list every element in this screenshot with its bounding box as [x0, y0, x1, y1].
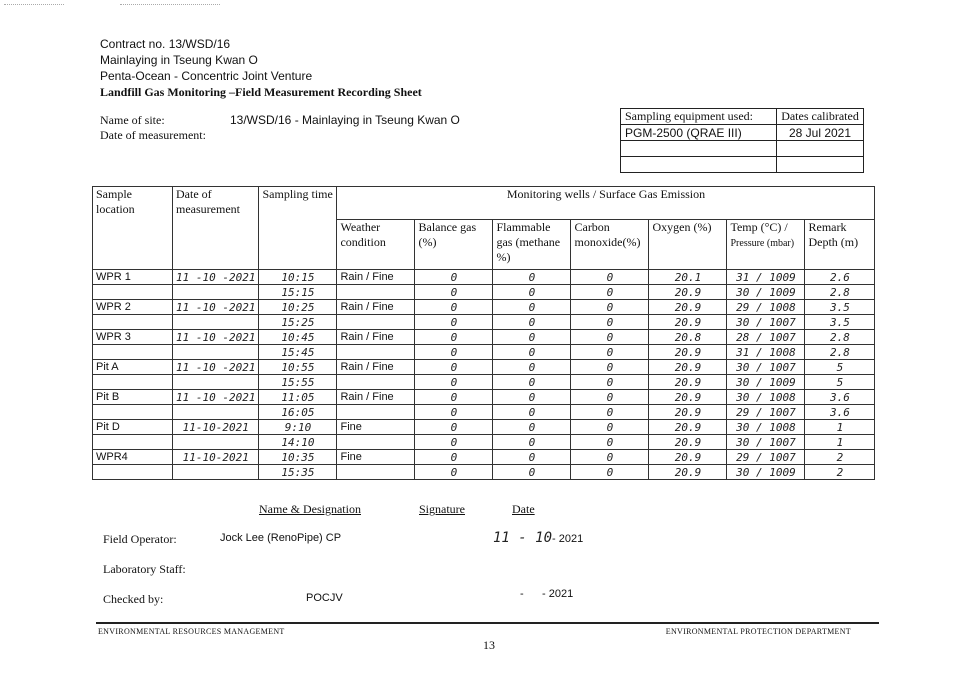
measurement-rows: [93, 270, 875, 480]
cell-weather: Rain / Fine: [337, 270, 415, 285]
cell-temp-pressure: 30 / 1007: [727, 315, 805, 330]
cell-depth: 3.6: [805, 405, 875, 420]
cell-flammable-gas: 0: [493, 390, 571, 405]
cell-oxygen: 20.9: [649, 390, 727, 405]
cell-flammable-gas: 0: [493, 315, 571, 330]
cell-temp-pressure: 30 / 1007: [727, 360, 805, 375]
cell-sample-location: WPR4: [93, 450, 173, 465]
header-oxygen: Oxygen (%): [649, 220, 727, 270]
cell-sampling-time: 15:15: [259, 285, 337, 300]
cell-measurement-date: 11 -10 -2021: [173, 270, 259, 285]
header-temp: Temp (°C) /: [730, 220, 788, 234]
cell-sampling-time: 15:45: [259, 345, 337, 360]
cell-carbon-monoxide: 0: [571, 315, 649, 330]
cell-measurement-date: 11 -10 -2021: [173, 390, 259, 405]
cell-depth: 2.8: [805, 330, 875, 345]
table-row: [93, 270, 875, 285]
cell-carbon-monoxide: 0: [571, 450, 649, 465]
table-row: [93, 465, 875, 480]
sheet-title: Landfill Gas Monitoring –Field Measurement Recording Sheet: [100, 85, 422, 99]
scan-mark: [120, 4, 220, 6]
cell-sampling-time: 15:25: [259, 315, 337, 330]
cell-sample-location: [93, 405, 173, 420]
cell-weather: [337, 375, 415, 390]
cell-sample-location: Pit B: [93, 390, 173, 405]
cell-balance-gas: 0: [415, 405, 493, 420]
cell-flammable-gas: 0: [493, 360, 571, 375]
cell-depth: 5: [805, 375, 875, 390]
cell-sample-location: WPR 3: [93, 330, 173, 345]
header-remark-depth: [805, 220, 875, 270]
cell-carbon-monoxide: 0: [571, 435, 649, 450]
contract-number: Contract no. 13/WSD/16: [100, 37, 231, 51]
laboratory-staff-label: Laboratory Staff:: [103, 562, 186, 576]
cell-measurement-date: 11-10-2021: [173, 420, 259, 435]
cell-weather: [337, 465, 415, 480]
cell-temp-pressure: 30 / 1008: [727, 420, 805, 435]
cell-flammable-gas: 0: [493, 375, 571, 390]
cell-sampling-time: 9:10: [259, 420, 337, 435]
cell-balance-gas: 0: [415, 285, 493, 300]
cell-oxygen: 20.9: [649, 345, 727, 360]
cell-carbon-monoxide: 0: [571, 390, 649, 405]
cell-weather: [337, 345, 415, 360]
table-row: [93, 375, 875, 390]
cell-temp-pressure: 30 / 1008: [727, 390, 805, 405]
cell-oxygen: 20.1: [649, 270, 727, 285]
joint-venture: Penta-Ocean - Concentric Joint Venture: [100, 69, 313, 83]
scan-mark: [4, 4, 64, 6]
cell-sampling-time: 15:35: [259, 465, 337, 480]
cell-weather: [337, 285, 415, 300]
site-name-label: Name of site:: [100, 113, 165, 127]
cell-depth: 2: [805, 450, 875, 465]
cell-weather: Rain / Fine: [337, 300, 415, 315]
cell-measurement-date: 11 -10 -2021: [173, 330, 259, 345]
cell-oxygen: 20.9: [649, 315, 727, 330]
table-row: [93, 300, 875, 315]
cell-sample-location: [93, 435, 173, 450]
cell-depth: 2.6: [805, 270, 875, 285]
cell-depth: 2.8: [805, 345, 875, 360]
cell-flammable-gas: 0: [493, 420, 571, 435]
cell-depth: 1: [805, 420, 875, 435]
cell-sampling-time: 16:05: [259, 405, 337, 420]
cell-flammable-gas: 0: [493, 270, 571, 285]
calibration-col-header: Dates calibrated: [777, 109, 864, 125]
cell-flammable-gas: 0: [493, 450, 571, 465]
cell-measurement-date: [173, 285, 259, 300]
cell-carbon-monoxide: 0: [571, 420, 649, 435]
field-operator-date-year: - 2021: [552, 533, 584, 545]
cell-sampling-time: 10:45: [259, 330, 337, 345]
cell-sampling-time: 15:55: [259, 375, 337, 390]
field-operator-label: Field Operator:: [103, 532, 177, 546]
cell-carbon-monoxide: 0: [571, 360, 649, 375]
cell-sampling-time: 10:25: [259, 300, 337, 315]
cell-temp-pressure: 31 / 1009: [727, 270, 805, 285]
cell-oxygen: 20.9: [649, 405, 727, 420]
cell-temp-pressure: 30 / 1007: [727, 435, 805, 450]
cell-sampling-time: 14:10: [259, 435, 337, 450]
cell-carbon-monoxide: 0: [571, 375, 649, 390]
cell-carbon-monoxide: 0: [571, 300, 649, 315]
cell-carbon-monoxide: 0: [571, 285, 649, 300]
table-row: [93, 405, 875, 420]
cell-measurement-date: [173, 315, 259, 330]
equipment-value: PGM-2500 (QRAE III): [621, 125, 777, 141]
cell-sampling-time: 10:55: [259, 360, 337, 375]
cell-oxygen: 20.9: [649, 360, 727, 375]
cell-temp-pressure: 29 / 1007: [727, 450, 805, 465]
cell-measurement-date: [173, 345, 259, 360]
cell-oxygen: 20.9: [649, 465, 727, 480]
cell-sampling-time: 10:35: [259, 450, 337, 465]
header-pressure: Pressure (mbar): [730, 238, 795, 249]
cell-sample-location: [93, 465, 173, 480]
cell-weather: Fine: [337, 420, 415, 435]
cell-weather: Rain / Fine: [337, 390, 415, 405]
cell-temp-pressure: 30 / 1009: [727, 375, 805, 390]
table-row: [93, 315, 875, 330]
cell-flammable-gas: 0: [493, 285, 571, 300]
cell-flammable-gas: 0: [493, 405, 571, 420]
footer-right: ENVIRONMENTAL PROTECTION DEPARTMENT: [665, 627, 851, 636]
project-name: Mainlaying in Tseung Kwan O: [100, 53, 258, 67]
cell-sample-location: Pit D: [93, 420, 173, 435]
checked-by-label: Checked by:: [103, 592, 164, 606]
cell-temp-pressure: 28 / 1007: [727, 330, 805, 345]
header-flammable-gas: Flammable gas (methane %): [493, 220, 571, 270]
cell-balance-gas: 0: [415, 420, 493, 435]
cell-sample-location: [93, 315, 173, 330]
header-carbon-monoxide: Carbon monoxide(%): [571, 220, 649, 270]
cell-depth: 3.6: [805, 390, 875, 405]
table-row: [93, 330, 875, 345]
equipment-empty-cell: [621, 157, 777, 173]
cell-carbon-monoxide: 0: [571, 330, 649, 345]
cell-balance-gas: 0: [415, 360, 493, 375]
site-name-value: 13/WSD/16 - Mainlaying in Tseung Kwan O: [230, 113, 460, 127]
table-row: [93, 345, 875, 360]
cell-flammable-gas: 0: [493, 330, 571, 345]
table-row: [93, 450, 875, 465]
cell-oxygen: 20.9: [649, 375, 727, 390]
page-number: 13: [483, 638, 495, 652]
equipment-col-header: Sampling equipment used:: [621, 109, 777, 125]
cell-measurement-date: [173, 435, 259, 450]
name-designation-header: Name & Designation: [259, 502, 361, 516]
cell-measurement-date: 11 -10 -2021: [173, 300, 259, 315]
equipment-empty-cell: [777, 157, 864, 173]
cell-oxygen: 20.8: [649, 330, 727, 345]
cell-balance-gas: 0: [415, 450, 493, 465]
cell-sample-location: [93, 375, 173, 390]
header-temp-pressure: [727, 220, 805, 270]
equipment-empty-cell: [621, 141, 777, 157]
cell-balance-gas: 0: [415, 375, 493, 390]
signature-header: Signature: [419, 502, 465, 516]
equipment-table: [620, 108, 864, 173]
cell-carbon-monoxide: 0: [571, 405, 649, 420]
cell-carbon-monoxide: 0: [571, 270, 649, 285]
cell-balance-gas: 0: [415, 315, 493, 330]
field-operator-date-handwritten: 11 - 10: [493, 530, 553, 546]
header-monitoring-group: Monitoring wells / Surface Gas Emission: [337, 187, 875, 220]
cell-depth: 1: [805, 435, 875, 450]
cell-measurement-date: [173, 465, 259, 480]
cell-measurement-date: [173, 375, 259, 390]
cell-depth: 3.5: [805, 300, 875, 315]
field-operator-name: Jock Lee (RenoPipe) CP: [220, 532, 342, 544]
cell-depth: 2.8: [805, 285, 875, 300]
cell-flammable-gas: 0: [493, 465, 571, 480]
cell-balance-gas: 0: [415, 330, 493, 345]
cell-temp-pressure: 31 / 1008: [727, 345, 805, 360]
cell-sample-location: Pit A: [93, 360, 173, 375]
cell-flammable-gas: 0: [493, 345, 571, 360]
cell-oxygen: 20.9: [649, 285, 727, 300]
header-sampling-time: Sampling time: [259, 187, 337, 270]
header-weather: Weather condition: [337, 220, 415, 270]
cell-sampling-time: 10:15: [259, 270, 337, 285]
cell-measurement-date: [173, 405, 259, 420]
cell-depth: 3.5: [805, 315, 875, 330]
cell-carbon-monoxide: 0: [571, 465, 649, 480]
date-of-measurement-label: Date of measurement:: [100, 128, 206, 142]
table-row: [93, 390, 875, 405]
checked-by-date: - - 2021: [520, 588, 574, 600]
cell-oxygen: 20.9: [649, 300, 727, 315]
cell-weather: [337, 435, 415, 450]
cell-sample-location: [93, 285, 173, 300]
cell-carbon-monoxide: 0: [571, 345, 649, 360]
cell-weather: Fine: [337, 450, 415, 465]
cell-flammable-gas: 0: [493, 300, 571, 315]
table-row: [93, 360, 875, 375]
table-row: [93, 435, 875, 450]
equipment-empty-cell: [777, 141, 864, 157]
cell-balance-gas: 0: [415, 270, 493, 285]
cell-sample-location: WPR 1: [93, 270, 173, 285]
cell-oxygen: 20.9: [649, 420, 727, 435]
cell-measurement-date: 11-10-2021: [173, 450, 259, 465]
cell-temp-pressure: 29 / 1007: [727, 405, 805, 420]
cell-sampling-time: 11:05: [259, 390, 337, 405]
table-row: [93, 420, 875, 435]
footer-left: ENVIRONMENTAL RESOURCES MANAGEMENT: [98, 627, 285, 636]
calibration-date: 28 Jul 2021: [777, 125, 864, 141]
cell-temp-pressure: 30 / 1009: [727, 285, 805, 300]
cell-oxygen: 20.9: [649, 450, 727, 465]
cell-oxygen: 20.9: [649, 435, 727, 450]
cell-depth: 2: [805, 465, 875, 480]
date-header: Date: [512, 502, 535, 516]
cell-temp-pressure: 29 / 1008: [727, 300, 805, 315]
cell-weather: Rain / Fine: [337, 330, 415, 345]
cell-sample-location: WPR 2: [93, 300, 173, 315]
header-remark: Remark: [808, 220, 847, 234]
footer-rule: [96, 622, 879, 624]
cell-weather: Rain / Fine: [337, 360, 415, 375]
cell-balance-gas: 0: [415, 390, 493, 405]
cell-weather: [337, 315, 415, 330]
header-depth: Depth (m): [808, 235, 859, 249]
table-row: [93, 285, 875, 300]
checked-by-name: POCJV: [306, 592, 343, 604]
cell-depth: 5: [805, 360, 875, 375]
cell-balance-gas: 0: [415, 300, 493, 315]
cell-sample-location: [93, 345, 173, 360]
cell-measurement-date: 11 -10 -2021: [173, 360, 259, 375]
cell-flammable-gas: 0: [493, 435, 571, 450]
measurement-table: [92, 186, 875, 480]
field-operator-date: [493, 530, 583, 546]
header-sample-location: Sample location: [93, 187, 173, 270]
cell-balance-gas: 0: [415, 345, 493, 360]
header-date-of-measurement: Date of measurement: [173, 187, 259, 270]
cell-temp-pressure: 30 / 1009: [727, 465, 805, 480]
cell-balance-gas: 0: [415, 465, 493, 480]
cell-balance-gas: 0: [415, 435, 493, 450]
header-balance-gas: Balance gas (%): [415, 220, 493, 270]
cell-weather: [337, 405, 415, 420]
